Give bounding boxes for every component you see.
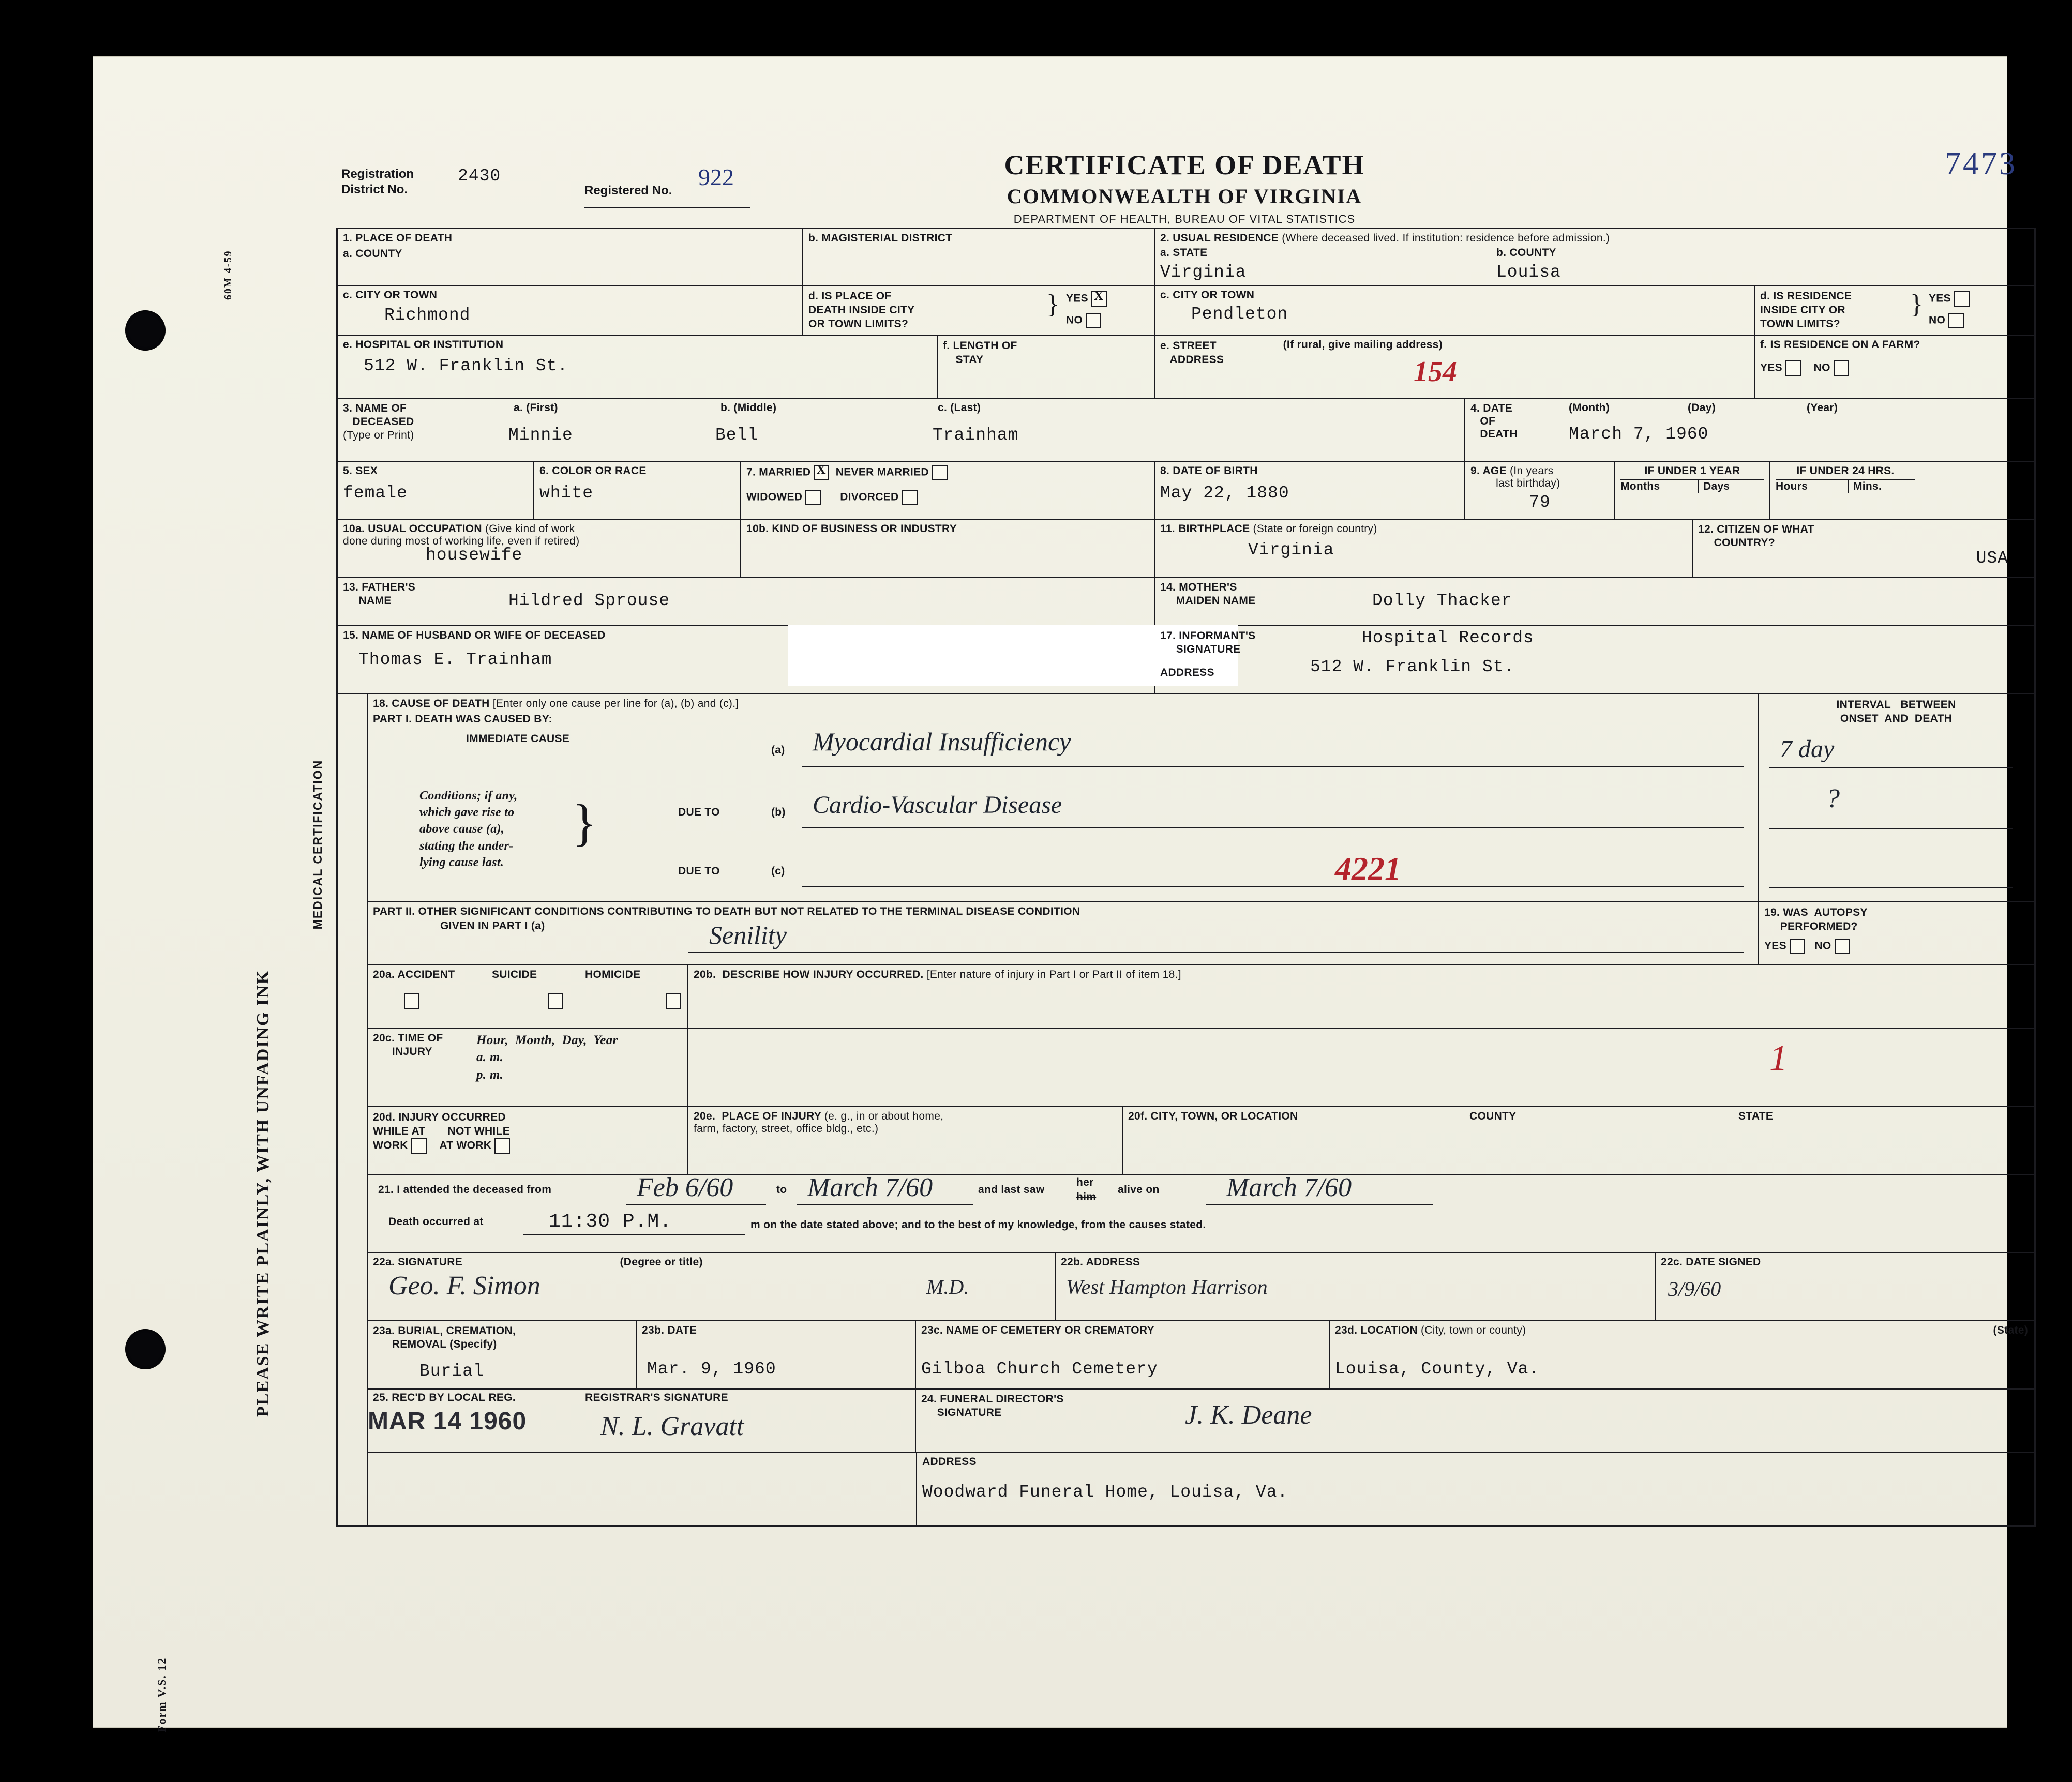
f17-value: Hospital Records	[1362, 628, 1534, 647]
autopsy-no-checkbox[interactable]	[1835, 939, 1850, 954]
homicide-checkbox[interactable]	[666, 993, 681, 1009]
f2e-note: (If rural, give mailing address)	[1283, 338, 1443, 351]
cell-medical-cert-spine	[311, 694, 368, 1525]
interval-a: 7 day	[1780, 735, 1835, 763]
f18-a-value: Myocardial Insufficiency	[813, 727, 1071, 756]
f18-dueto-b-label: DUE TO	[678, 806, 720, 818]
cell-under-1-year	[1615, 462, 1770, 519]
f4-value: March 7, 1960	[1569, 424, 1709, 444]
f21-time-value: 11:30 P.M.	[549, 1210, 672, 1233]
row-sex-age	[338, 462, 2034, 520]
f18-label: 18. CAUSE OF DEATH [Enter only one cause per line for (a), (b) and (c).]	[373, 697, 739, 709]
f22a-degree-label: (Degree or title)	[620, 1256, 703, 1268]
f18-part2-label: PART II. OTHER SIGNIFICANT CONDITIONS CONTRIBUTING TO DEATH BUT NOT RELATED TO THE TERMINAL DISEASE CONDITION	[373, 905, 1080, 917]
widowed-checkbox[interactable]	[805, 490, 821, 505]
cell-spouse	[338, 626, 1155, 693]
f18-dueto-c-label: DUE TO	[678, 865, 720, 877]
cell-residence-city	[1155, 286, 1755, 335]
cell-under-24-hours	[1770, 462, 1920, 519]
cell-citizen: 12. CITIZEN OF WHAT COUNTRY? USA	[1698, 523, 2008, 568]
f2f-yes-checkbox[interactable]	[1785, 360, 1801, 376]
f11-label: 11. BIRTHPLACE (State or foreign country)	[1160, 522, 1377, 535]
cell-residence-inside-limits: d. IS RESIDENCE INSIDE CITY OR TOWN LIMITS? } YES NO	[1755, 286, 2034, 335]
cell-street-address: e. STREET ADDRESS (If rural, give mailing address) 154	[1155, 336, 1755, 398]
f8-label: 8. DATE OF BIRTH	[1160, 464, 1258, 477]
f3a-label: a. (First)	[514, 401, 558, 414]
form-number: Form V.S. 12	[155, 1657, 168, 1732]
cell-color-race	[534, 462, 741, 519]
f1-label: 1. PLACE OF DEATH	[343, 232, 453, 244]
f3c-label: c. (Last)	[938, 401, 981, 414]
f20f-state-label: STATE	[1738, 1110, 1774, 1122]
cause-code: 4221	[1335, 850, 1401, 887]
row-name	[338, 399, 2034, 462]
f2d-yes-checkbox[interactable]	[1954, 291, 1970, 307]
f18-part1-label: PART I. DEATH WAS CAUSED BY:	[373, 713, 552, 725]
f2b-label: b. COUNTY	[1496, 247, 1556, 259]
f9-hours-label: Hours	[1776, 480, 1849, 493]
cell-sex	[338, 462, 534, 519]
cell-dob	[1155, 462, 1465, 519]
cell-city-of-death	[338, 286, 803, 335]
form-grid	[311, 228, 2036, 1527]
cell-place-of-death	[338, 229, 803, 285]
title-block	[1004, 149, 1364, 226]
registered-number: 922	[698, 164, 734, 190]
f22b-label: 22b. ADDRESS	[1061, 1256, 1140, 1268]
f20f-county-label: COUNTY	[1469, 1110, 1517, 1122]
f21-to-label: to	[776, 1183, 787, 1196]
divorced-checkbox[interactable]	[902, 490, 918, 505]
f23c-label: 23c. NAME OF CEMETERY OR CREMATORY	[921, 1324, 1154, 1336]
f21-death-occurred-label: Death occurred at	[388, 1215, 484, 1228]
f15-value: Thomas E. Trainham	[358, 650, 552, 669]
f11-value: Virginia	[1248, 540, 1334, 560]
page-title: CERTIFICATE OF DEATH	[1004, 149, 1365, 180]
f1c-value: Richmond	[384, 306, 471, 325]
f2-label: 2. USUAL RESIDENCE (Where deceased lived. If institution: residence before admission.)	[1160, 232, 1610, 244]
f18-part2-given: GIVEN IN PART I (a)	[440, 919, 545, 932]
cell-deceased-name: 3. NAME OF DECEASED (Type or Print) a. (First) b. (Middle) c. (Last) Minnie Bell Trainham	[338, 399, 1465, 461]
f3c-value: Trainham	[933, 425, 1019, 445]
cell-medical-cert-content: 18. CAUSE OF DEATH [Enter only one cause per line for (a), (b) and (c).] PART I. DEATH WAS CAUSED BY: IMMEDIATE CAUSE (a) Myocardial Insufficiency Conditions; if any, which gave rise to above cause (a), stating the under- lying cause last. } DUE TO (b) Cardio-Vascular Disease DUE TO (c) 4221 INTERVAL BETWEEN ONSET AND DEATH 7 day ? PART II. OTHER SIGNIFICANT CONDITIONS CONTRIBUTING TO DEATH BUT NOT RELATED TO THE TERMINAL DISEASE CONDITION GIVEN IN PART I (a) Senility 19. WAS AUTOPSY PERFORMED? YES NO 20a. ACCIDENT SUICIDE HOMICIDE 20b. DESCRIBE HOW INJURY OCCURRED. [Enter nature of injury in Part I or Part II of item 18.] 20c. TIME OF INJURY Hour, Month, Day, Year a. m. p. m. 1 20d. INJURY OCCURRED WHILE AT NOT WHILE WORK AT WORK 20e. PLACE OF INJURY (e. g., in or about home, farm, factory, street, office bldg., etc.) 20f. CITY, TOWN, OR LOCATION COUNTY STATE 21. I attended the deceased from Feb 6/60 to March 7/60 and last saw her him alive on March 7/60 Death occurred at 11:30 P.M. m on the date stated above; and to the best of my knowledge, from the causes stated. 22a. SIGNATURE (Degree or title) Geo. F. Simon M.D. 22b. ADDRESS West Hampton Harrison 22c. DATE SIGNED 3/9/60 23a. BURIAL, CREMATION, REMOVAL (Specify) Burial 23b. DATE Mar. 9, 1960 23c. NAME OF CEMETERY OR CREMATORY Gilboa Church Cemetery 23d. LOCATION (City, town or county) (State) Louisa, County, Va. 25. REC'D BY LOCAL REG. REGISTRAR'S SIGNATURE N. L. Gravatt MAR 14 1960 24. FUNERAL DIRECTOR'S SIGNATURE J. K. Deane ADDRESS Woodward Funeral Home, Louisa, Va.	[368, 694, 2034, 1525]
f20b-label: 20b. DESCRIBE HOW INJURY OCCURRED. [Enter nature of injury in Part I or Part II of item 18.]	[694, 968, 1181, 980]
f1a-label: a. COUNTY	[343, 248, 402, 260]
f2a-value: Virginia	[1160, 262, 1247, 282]
f14-value: Dolly Thacker	[1372, 591, 1512, 610]
f20f-label: 20f. CITY, TOWN, OR LOCATION	[1128, 1110, 1298, 1122]
f23d-state-label: (State)	[1993, 1324, 2028, 1336]
certificate-body	[311, 134, 2033, 1722]
f23c-value: Gilboa Church Cemetery	[921, 1359, 1158, 1379]
f2d-no-checkbox[interactable]	[1948, 313, 1964, 328]
row-spouse-informant	[338, 626, 2034, 694]
punch-hole-top	[125, 310, 166, 351]
registrar-signature-value: N. L. Gravatt	[600, 1411, 744, 1441]
scanned-certificate	[93, 57, 2028, 1732]
f9-label: 9. AGE (In years last birthday)	[1470, 464, 1560, 489]
f24-signature-value: J. K. Deane	[1185, 1400, 1312, 1430]
file-number: 7473	[1945, 146, 2017, 182]
f20e-label: 20e. PLACE OF INJURY (e. g., in or about home, farm, factory, street, office bldg., etc.)	[694, 1110, 944, 1135]
f1b-label: b. MAGISTERIAL DISTRICT	[808, 232, 953, 244]
f21-alive-label: alive on	[1118, 1183, 1160, 1196]
row-medical-certification	[311, 694, 2034, 1525]
cell-date-of-death: 4. DATE OF DEATH (Month) (Day) (Year) March 7, 1960	[1470, 401, 1838, 444]
f1d-yes-checkbox[interactable]	[1091, 291, 1107, 307]
cell-length-stay: f. LENGTH OF STAY	[938, 336, 1155, 398]
f21-alive-date: March 7/60	[1226, 1172, 1352, 1202]
f18-a-marker: (a)	[771, 744, 785, 756]
f9-under1-label: IF UNDER 1 YEAR	[1644, 464, 1740, 477]
f15-label: 15. NAME OF HUSBAND OR WIFE OF DECEASED	[343, 629, 606, 641]
f23a-value: Burial	[419, 1361, 484, 1381]
cell-informant: 17. INFORMANT'S SIGNATURE Hospital Records ADDRESS 512 W. Franklin St.	[1160, 628, 1534, 678]
f20a-suicide-label: SUICIDE	[492, 968, 537, 980]
medical-certification-label: MEDICAL CERTIFICATION	[311, 759, 324, 929]
f22a-signature: Geo. F. Simon	[388, 1271, 540, 1301]
write-plainly-note: PLEASE WRITE PLAINLY, WITH UNFADING INK	[253, 969, 273, 1417]
f22a-degree-value: M.D.	[926, 1275, 969, 1298]
f9-days-label: Days	[1703, 480, 1730, 492]
autopsy-yes-checkbox[interactable]	[1790, 939, 1805, 954]
f9-under24-label: IF UNDER 24 HRS.	[1796, 464, 1895, 477]
cell-father: 13. FATHER'S NAME Hildred Sprouse	[338, 578, 1155, 625]
registered-no-underline	[584, 207, 750, 208]
f3b-value: Bell	[715, 425, 759, 445]
left-margin-notes	[155, 176, 305, 1732]
registration-district-label: Registration District No.	[341, 167, 414, 197]
punch-hole-bottom	[125, 1329, 166, 1369]
f4-month-label: (Month)	[1569, 401, 1610, 414]
f3b-label: b. (Middle)	[720, 401, 777, 414]
cell-mother: 14. MOTHER'S MAIDEN NAME Dolly Thacker	[1160, 581, 1512, 610]
f24-address-value: Woodward Funeral Home, Louisa, Va.	[922, 1482, 1288, 1502]
f5-label: 5. SEX	[343, 464, 378, 477]
cell-hospital	[338, 336, 938, 398]
f9-value: 79	[1529, 493, 1551, 512]
f22c-label: 22c. DATE SIGNED	[1661, 1256, 1761, 1268]
f23d-label: 23d. LOCATION (City, town or county)	[1335, 1324, 1526, 1336]
street-address-code: 154	[1414, 355, 1457, 388]
f21-her-label: her	[1076, 1176, 1094, 1188]
page-subtitle: COMMONWEALTH OF VIRGINIA	[1007, 185, 1362, 208]
f9-mins-label: Mins.	[1853, 480, 1882, 492]
f22b-value: West Hampton Harrison	[1066, 1275, 1268, 1298]
f1e-value: 512 W. Franklin St.	[364, 356, 568, 375]
cell-business-industry	[741, 520, 1155, 577]
stray-red-mark: 1	[1769, 1038, 1788, 1078]
suicide-checkbox[interactable]	[548, 993, 563, 1009]
cell-farm: f. IS RESIDENCE ON A FARM? YES NO	[1755, 336, 2034, 398]
injury-at-work-checkbox[interactable]	[411, 1138, 427, 1154]
cell-usual-occupation	[338, 520, 741, 577]
f1e-label: e. HOSPITAL OR INSTITUTION	[343, 338, 504, 351]
f23b-label: 23b. DATE	[642, 1324, 697, 1336]
f23d-value: Louisa, County, Va.	[1335, 1359, 1540, 1379]
f10a-value: housewife	[426, 545, 523, 565]
f12-value: USA	[1976, 548, 2008, 568]
f13-value: Hildred Sprouse	[508, 591, 670, 610]
row-place-of-death-head	[338, 229, 2034, 286]
never-married-checkbox[interactable]	[932, 465, 948, 480]
registered-no-label: Registered No.	[584, 184, 672, 198]
f17-address-value: 512 W. Franklin St.	[1310, 657, 1515, 676]
f21-lead: 21. I attended the deceased from	[378, 1183, 552, 1196]
interval-b: ?	[1826, 783, 1840, 813]
f21-lastsaw-label: and last saw	[978, 1183, 1045, 1196]
accident-checkbox[interactable]	[404, 993, 419, 1009]
f18-b-marker: (b)	[771, 806, 786, 818]
f23b-value: Mar. 9, 1960	[647, 1359, 776, 1379]
f10b-label: 10b. KIND OF BUSINESS OR INDUSTRY	[746, 522, 957, 535]
cell-usual-residence-head	[1155, 229, 2034, 285]
cell-age	[1465, 462, 1615, 519]
registrar-signature-label: REGISTRAR'S SIGNATURE	[585, 1391, 728, 1403]
f21-from-value: Feb 6/60	[637, 1172, 733, 1202]
cell-birthplace	[1155, 520, 1693, 577]
f2f-no-checkbox[interactable]	[1834, 360, 1849, 376]
print-code: 60M 4-59	[222, 250, 234, 300]
received-date-stamp: MAR 14 1960	[368, 1407, 527, 1435]
f25-label: 25. REC'D BY LOCAL REG.	[373, 1391, 516, 1403]
f1c-label: c. CITY OR TOWN	[343, 289, 438, 301]
f18-immediate-label: IMMEDIATE CAUSE	[466, 733, 570, 745]
f6-label: 6. COLOR OR RACE	[539, 464, 647, 477]
f2c-value: Pendleton	[1191, 305, 1288, 324]
f21-him-label: him	[1076, 1190, 1097, 1203]
f10a-label: 10a. USUAL OCCUPATION (Give kind of work done during most of working life, even if retired)	[343, 522, 580, 547]
certificate-header	[336, 134, 2033, 233]
f2c-label: c. CITY OR TOWN	[1160, 289, 1255, 301]
registration-district-number: 2430	[458, 167, 501, 186]
f3a-value: Minnie	[508, 425, 573, 445]
row-parents	[338, 578, 2034, 626]
f2f-label: f. IS RESIDENCE ON A FARM?	[1760, 338, 1920, 351]
f1d-no-checkbox[interactable]	[1086, 313, 1101, 328]
row-occupation	[338, 520, 2034, 578]
f6-value: white	[539, 483, 594, 503]
f20a-accident-label: 20a. ACCIDENT	[373, 968, 455, 980]
cell-inside-limits: d. IS PLACE OF DEATH INSIDE CITY OR TOWN LIMITS? } YES X NO	[803, 286, 1155, 335]
f22a-label: 22a. SIGNATURE	[373, 1256, 463, 1268]
f18-c-marker: (c)	[771, 865, 785, 877]
f2a-label: a. STATE	[1160, 247, 1208, 259]
f24-address-label: ADDRESS	[922, 1455, 977, 1468]
f8-value: May 22, 1880	[1160, 483, 1289, 503]
f18-part2-value: Senility	[709, 920, 787, 949]
f4-day-label: (Day)	[1688, 401, 1716, 414]
f2b-value: Louisa	[1496, 262, 1561, 282]
f17-address-label: ADDRESS	[1160, 666, 1214, 678]
row-hospital	[338, 336, 2034, 399]
married-checkbox[interactable]	[814, 465, 829, 480]
cell-magisterial	[803, 229, 1155, 285]
f4-year-label: (Year)	[1807, 401, 1838, 414]
f22c-value: 3/9/60	[1668, 1277, 1721, 1301]
cell-marital: 7. MARRIED X NEVER MARRIED WIDOWED DIVORCED	[741, 462, 1155, 519]
f5-value: female	[343, 483, 408, 503]
row-city	[338, 286, 2034, 336]
f20a-homicide-label: HOMICIDE	[585, 968, 641, 980]
injury-not-at-work-checkbox[interactable]	[494, 1138, 510, 1154]
f21-to-value: March 7/60	[807, 1172, 933, 1202]
f9-months-label: Months	[1620, 480, 1699, 493]
department-line: DEPARTMENT OF HEALTH, BUREAU OF VITAL STATISTICS	[1013, 213, 1356, 225]
f21-tail: m on the date stated above; and to the best of my knowledge, from the causes stated.	[750, 1218, 1206, 1231]
f18-b-value: Cardio-Vascular Disease	[813, 791, 1062, 819]
